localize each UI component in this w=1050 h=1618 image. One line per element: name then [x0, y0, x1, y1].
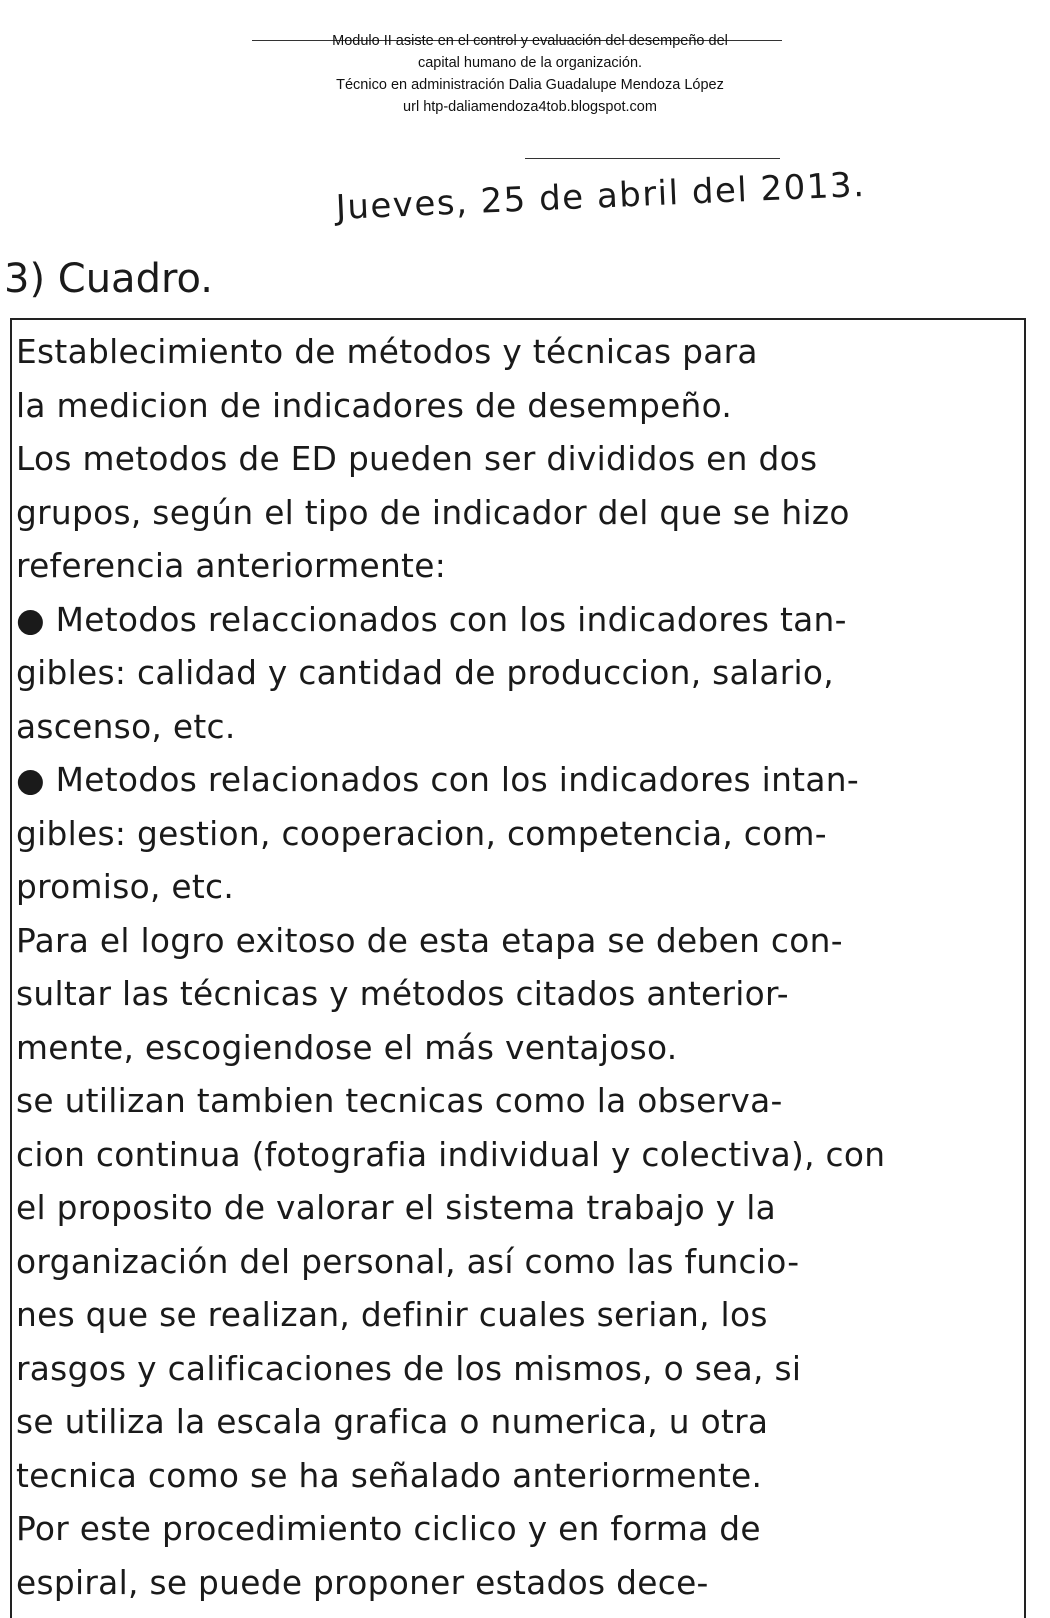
- text-line: cion continua (fotografia individual y colectiva), con: [16, 1135, 886, 1174]
- text-line: ascenso, etc.: [16, 707, 236, 746]
- handwritten-date: Jueves, 25 de abril del 2013.: [335, 164, 867, 228]
- text-line: nes que se realizan, definir cuales serian, los: [16, 1296, 768, 1334]
- text-line: tecnica como se ha señalado anteriormente.: [16, 1456, 763, 1495]
- text-line: referencia anteriormente:: [16, 547, 447, 585]
- text-line: promiso, etc.: [16, 868, 235, 906]
- text-line: mente, escogiendose el más ventajoso.: [16, 1028, 678, 1067]
- text-line: grupos, según el tipo de indicador del que se hizo: [16, 493, 850, 532]
- text-line: ● Metodos relaccionados con los indicadores tan-: [16, 600, 847, 639]
- text-line: Los metodos de ED pueden ser divididos en dos: [16, 440, 818, 478]
- text-line: gibles: gestion, cooperacion, competencia, com-: [16, 814, 827, 853]
- text-line: Para el logro exitoso de esta etapa se deben con-: [16, 921, 843, 960]
- header-line: url htp-daliamendoza4tob.blogspot.com: [403, 99, 657, 115]
- text-line: la medicion de indicadores de desempeño.: [16, 386, 733, 425]
- page-header: [250, 30, 810, 118]
- text-line: ● Metodos relacionados con los indicadores intan-: [16, 761, 859, 799]
- text-line: se utilizan tambien tecnicas como la observa-: [16, 1082, 783, 1120]
- text-line: rasgos y calificaciones de los mismos, o sea, si: [16, 1349, 802, 1388]
- text-line: se utiliza la escala grafica o numerica, u otra: [16, 1403, 769, 1441]
- text-line: Establecimiento de métodos y técnicas para: [16, 333, 758, 371]
- handwritten-body: [16, 326, 1022, 1610]
- text-line: el proposito de valorar el sistema trabajo y la: [16, 1189, 777, 1227]
- text-line: espiral, se puede proponer estados dece-: [16, 1563, 709, 1602]
- text-line: organización del personal, así como las funcio-: [16, 1242, 800, 1281]
- text-line: sultar las técnicas y métodos citados anterior-: [16, 975, 789, 1013]
- header-line: Modulo II asiste en el control y evaluación del desempeño del: [332, 33, 728, 49]
- header-bottom-rule: [525, 158, 780, 159]
- header-line: Técnico en administración Dalia Guadalupe Mendoza López: [336, 77, 724, 93]
- header-line: capital humano de la organización.: [417, 55, 643, 71]
- section-title: 3) Cuadro.: [4, 256, 214, 302]
- text-line: gibles: calidad y cantidad de produccion, salario,: [16, 654, 835, 692]
- text-line: Por este procedimiento ciclico y en forma de: [16, 1510, 761, 1548]
